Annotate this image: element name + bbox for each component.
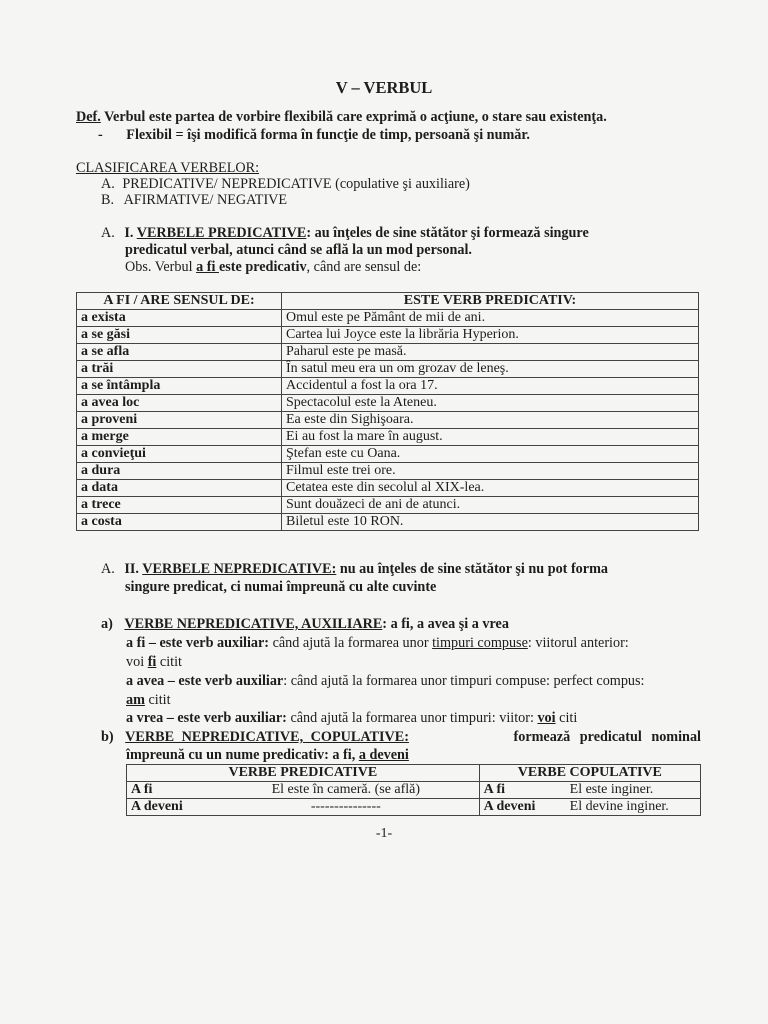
example-cell: Filmul este trei ore. (282, 463, 699, 480)
table-header-row (127, 765, 701, 782)
aux-fi-text2: : viitorul anterior: (527, 635, 629, 651)
aux-vrea-text: când ajută la formarea unor timpuri: viitor: (286, 710, 538, 726)
verb-meaning-cell: a trăi (77, 361, 282, 378)
obs-bold: este predicativ (218, 259, 307, 275)
cop-line-2-underlined: a deveni (358, 747, 409, 763)
table-header: A FI / ARE SENSUL DE: (77, 293, 282, 310)
verb-meaning-cell: a trece (77, 497, 282, 514)
aux-fi-example (126, 654, 182, 671)
page-title: V – VERBUL (335, 78, 433, 97)
table-row (77, 310, 699, 327)
classification-heading: CLASIFICAREA VERBELOR: (76, 160, 260, 176)
copulative-table (126, 764, 701, 816)
roman-numeral: I. (124, 225, 137, 241)
flexibil-line (98, 127, 530, 144)
obs-prefix: Obs. Verbul (125, 259, 197, 275)
example-aux: voi (537, 710, 556, 726)
verb-meaning-cell: a merge (77, 429, 282, 446)
aux-heading-line (101, 616, 509, 633)
table-row (77, 497, 699, 514)
table-row (77, 327, 699, 344)
example-prefix: voi (126, 654, 148, 670)
section-1-line-2: predicatul verbal, atunci când se află la un mod personal. (125, 242, 472, 258)
verb-cell: A deveni (127, 799, 214, 816)
item-marker: A. (101, 176, 115, 192)
example-cell: El este în cameră. (se află) (213, 782, 479, 799)
aux-fi-underlined: timpuri compuse (432, 635, 528, 651)
example-cell: Accidentul a fost la ora 17. (282, 378, 699, 395)
example-cell: Cartea lui Joyce este la librăria Hyperion. (282, 327, 699, 344)
verb-cell: A fi (127, 782, 214, 799)
example-aux: am (126, 692, 145, 708)
classification-item-a (101, 176, 470, 193)
list-marker: a) (101, 616, 113, 632)
table-row (77, 463, 699, 480)
verb-cell: A fi (479, 782, 566, 799)
cop-heading-rest: formează predicatul nominal (513, 729, 701, 745)
section-marker: A. (101, 225, 115, 241)
table-row (77, 361, 699, 378)
example-cell: Omul este pe Pământ de mii de ani. (282, 310, 699, 327)
list-marker: b) (101, 729, 114, 745)
example-cell: Sunt douăzeci de ani de atunci. (282, 497, 699, 514)
section-2-line-1 (101, 561, 608, 578)
cop-heading: VERBE NEPREDICATIVE, COPULATIVE: (125, 729, 409, 745)
section-text: : au înţeles de sine stătător şi formează singure (306, 225, 589, 241)
classification-item-b (101, 192, 287, 209)
verbs-table (76, 292, 699, 531)
verb-meaning-cell: a exista (77, 310, 282, 327)
verb-meaning-cell: a proveni (77, 412, 282, 429)
table-row (127, 799, 701, 816)
item-text: AFIRMATIVE/ NEGATIVE (123, 192, 288, 208)
def-label: Def. (76, 109, 101, 125)
aux-fi-line (126, 635, 629, 652)
verb-meaning-cell: a se întâmpla (77, 378, 282, 395)
verb-meaning-cell: a dura (77, 463, 282, 480)
verb-meaning-cell: a convieţui (77, 446, 282, 463)
def-text: Verbul este partea de vorbire flexibilă care exprimă o acţiune, o stare sau existenţa. (100, 109, 607, 125)
obs-line (125, 259, 421, 276)
example-cell: Ei au fost la mare în august. (282, 429, 699, 446)
table-row (77, 395, 699, 412)
roman-numeral: II. (124, 561, 143, 577)
aux-avea-label: a avea – este verb auxiliar (126, 673, 284, 689)
table-header: VERBE COPULATIVE (479, 765, 700, 782)
aux-avea-example (126, 692, 171, 709)
section-heading: VERBELE PREDICATIVE (136, 225, 307, 241)
verb-meaning-cell: a se afla (77, 344, 282, 361)
section-text: nu au înţeles de sine stătător şi nu pot forma (336, 561, 608, 577)
bullet-dash: - (98, 127, 103, 143)
table-row (77, 429, 699, 446)
example-cell: Spectacolul este la Ateneu. (282, 395, 699, 412)
verb-meaning-cell: a costa (77, 514, 282, 531)
example-suffix: citit (144, 692, 171, 708)
table-header: VERBE PREDICATIVE (127, 765, 480, 782)
example-cell: --------------- (213, 799, 479, 816)
example-aux: fi (147, 654, 157, 670)
cop-line-2 (126, 747, 409, 764)
verb-meaning-cell: a data (77, 480, 282, 497)
obs-suffix: , când are sensul de: (306, 259, 422, 275)
section-1-line-1 (101, 225, 589, 242)
aux-vrea-line (126, 710, 577, 727)
table-header: ESTE VERB PREDICATIV: (282, 293, 699, 310)
example-cell: Paharul este pe masă. (282, 344, 699, 361)
example-cell: În satul meu era un om grozav de leneş. (282, 361, 699, 378)
cop-line-2-text: împreună cu un nume predicativ: a fi, (126, 747, 359, 763)
item-text: PREDICATIVE/ NEPREDICATIVE (copulative şi auxiliare) (122, 176, 470, 192)
aux-vrea-label: a vrea – este verb auxiliar: (126, 710, 287, 726)
aux-heading: VERBE NEPREDICATIVE, AUXILIARE (124, 616, 383, 632)
table-row (77, 514, 699, 531)
page-number: -1- (375, 826, 393, 841)
aux-avea-line (126, 673, 644, 690)
table-row (127, 782, 701, 799)
aux-fi-label: a fi – este verb auxiliar: (126, 635, 270, 651)
flexibil-text: Flexibil = îşi modifică forma în funcţie de timp, persoană şi număr. (126, 127, 530, 143)
table-row (77, 344, 699, 361)
example-cell: El este inginer. (566, 782, 701, 799)
example-suffix: citi (555, 710, 578, 726)
table-row (77, 446, 699, 463)
aux-fi-text: când ajută la formarea unor (269, 635, 433, 651)
example-cell: Biletul este 10 RON. (282, 514, 699, 531)
section-marker: A. (101, 561, 115, 577)
item-marker: B. (101, 192, 115, 208)
section-2-line-2: singure predicat, ci numai împreună cu alte cuvinte (125, 579, 437, 595)
table-row (77, 480, 699, 497)
table-row (77, 378, 699, 395)
verb-meaning-cell: a avea loc (77, 395, 282, 412)
aux-avea-text: : când ajută la formarea unor timpuri compuse: perfect compus: (283, 673, 645, 689)
example-cell: El devine inginer. (566, 799, 701, 816)
cop-heading-line (101, 729, 701, 746)
example-suffix: citit (156, 654, 182, 670)
aux-heading-rest: : a fi, a avea şi a vrea (382, 616, 509, 632)
verb-cell: A deveni (479, 799, 566, 816)
example-cell: Ea este din Sighişoara. (282, 412, 699, 429)
example-cell: Ştefan este cu Oana. (282, 446, 699, 463)
section-heading: VERBELE NEPREDICATIVE: (142, 561, 337, 577)
table-row (77, 412, 699, 429)
definition (76, 109, 607, 126)
table-header-row (77, 293, 699, 310)
obs-verb: a fi (196, 259, 219, 275)
verb-meaning-cell: a se găsi (77, 327, 282, 344)
example-cell: Cetatea este din secolul al XIX-lea. (282, 480, 699, 497)
